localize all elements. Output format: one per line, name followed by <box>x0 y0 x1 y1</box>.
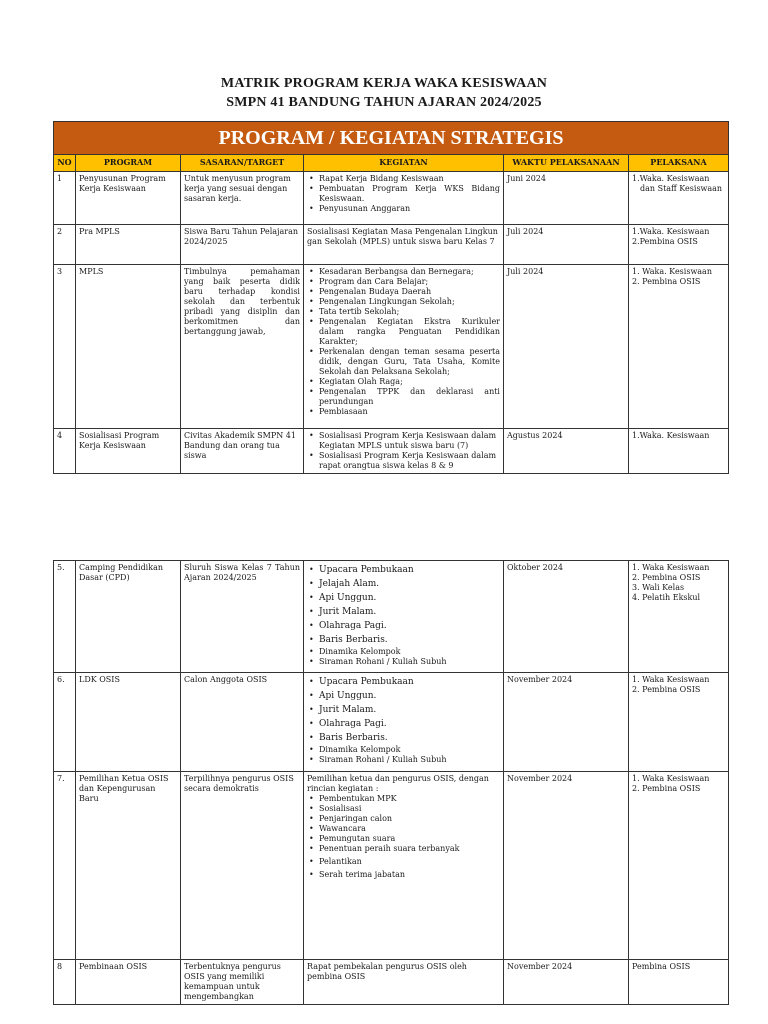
row-sasaran: Untuk menyusun program kerja yang sesuai dengan sasaran kerja. <box>181 172 304 225</box>
row-kegiatan <box>304 265 504 429</box>
list-item: • Pemungutan suara <box>317 834 500 844</box>
row-sasaran: Sluruh Siswa Kelas 7 Tahun Ajaran 2024/2025 <box>181 561 304 673</box>
row-pelaksana: 1.Waka. Kesiswaan <box>629 429 729 474</box>
list-item: • Baris Berbaris. <box>317 633 500 647</box>
row-no: 7. <box>54 772 76 960</box>
row-pelaksana <box>629 561 729 673</box>
row-program: LDK OSIS <box>76 673 181 772</box>
row-no: 4 <box>54 429 76 474</box>
row-waktu: Juli 2024 <box>504 225 629 265</box>
list-item: • Wawancara <box>317 824 500 834</box>
row-pelaksana <box>629 265 729 429</box>
table-row <box>54 265 729 429</box>
pelaksana-line: 3. Wali Kelas <box>632 583 685 592</box>
list-item: • Pelantikan <box>317 857 500 867</box>
row-program: Pembinaan OSIS <box>76 960 181 1005</box>
header-pelaksana: PELAKSANA <box>629 155 729 172</box>
header-kegiatan: KEGIATAN <box>304 155 504 172</box>
pelaksana-line: 1. Waka Kesiswaan <box>632 563 710 572</box>
row-pelaksana <box>629 172 729 225</box>
pelaksana-line: 2. Pembina OSIS <box>632 573 701 582</box>
list-item: • Jurit Malam. <box>317 605 500 619</box>
row-no: 8 <box>54 960 76 1005</box>
list-item: • Olahraga Pagi. <box>317 619 500 633</box>
program-table-continued <box>53 560 729 1005</box>
list-item: • Perkenalan dengan teman sesama peserta didik, dengan Guru, Tata Usaha, Komite Sekolah dan Pelaksana Sekolah; <box>317 347 500 377</box>
row-program: Penyusunan Program Kerja Kesiswaan <box>76 172 181 225</box>
table-row <box>54 561 729 673</box>
list-item: • Program dan Cara Belajar; <box>317 277 500 287</box>
row-pelaksana <box>629 772 729 960</box>
row-waktu: Agustus 2024 <box>504 429 629 474</box>
list-item: • Kesadaran Berbangsa dan Bernegara; <box>317 267 500 277</box>
header-no: NO <box>54 155 76 172</box>
row-program: Camping Pendidikan Dasar (CPD) <box>76 561 181 673</box>
list-item: • Pengenalan Kegiatan Ekstra Kurikuler dalam rangka Penguatan Pendidikan Karakter; <box>317 317 500 347</box>
list-item: • Pembentukan MPK <box>317 794 500 804</box>
row-sasaran: Calon Anggota OSIS <box>181 673 304 772</box>
row-kegiatan <box>304 772 504 960</box>
pelaksana-line: 1. Waka. Kesiswaan <box>632 267 712 276</box>
row-kegiatan: Rapat pembekalan pengurus OSIS oleh pembina OSIS <box>304 960 504 1005</box>
list-item: • Dinamika Kelompok <box>317 647 500 657</box>
table-row <box>54 172 729 225</box>
row-sasaran: Civitas Akademik SMPN 41 Bandung dan orang tua siswa <box>181 429 304 474</box>
table-row <box>54 429 729 474</box>
row-waktu: Juni 2024 <box>504 172 629 225</box>
row-waktu: November 2024 <box>504 772 629 960</box>
list-item: • Pengenalan Budaya Daerah <box>317 287 500 297</box>
list-item: • Olahraga Pagi. <box>317 717 500 731</box>
list-item: • Api Unggun. <box>317 591 500 605</box>
list-item: • Tata tertib Sekolah; <box>317 307 500 317</box>
row-program: MPLS <box>76 265 181 429</box>
list-item: • Sosialisasi Program Kerja Kesiswaan dalam rapat orangtua siswa kelas 8 & 9 <box>317 451 500 471</box>
pelaksana-line: 1.Waka. Kesiswaan <box>632 174 710 183</box>
document-title: MATRIK PROGRAM KERJA WAKA KESISWAAN <box>220 76 548 91</box>
list-item: • Pembiasaan <box>317 407 500 417</box>
row-sasaran: Terbentuknya pengurus OSIS yang memiliki kemampuan untuk mengembangkan <box>181 960 304 1005</box>
pelaksana-line: dan Staff Kesiswaan <box>640 184 723 193</box>
row-pelaksana: Pembina OSIS <box>629 960 729 1005</box>
row-kegiatan <box>304 673 504 772</box>
table-row <box>54 772 729 960</box>
list-item: • Pengenalan TPPK dan deklarasi anti perundungan <box>317 387 500 407</box>
row-no: 5. <box>54 561 76 673</box>
list-item: • Jelajah Alam. <box>317 577 500 591</box>
list-item: • Sosialisasi <box>317 804 500 814</box>
list-item: • Siraman Rohani / Kuliah Subuh <box>317 657 500 667</box>
row-program: Sosialisasi Program Kerja Kesiswaan <box>76 429 181 474</box>
row-no: 2 <box>54 225 76 265</box>
list-item: • Sosialisasi Program Kerja Kesiswaan dalam Kegiatan MPLS untuk siswa baru (7) <box>317 431 500 451</box>
document-subtitle: SMPN 41 BANDUNG TAHUN AJARAN 2024/2025 <box>226 95 542 110</box>
list-item: • Dinamika Kelompok <box>317 745 500 755</box>
list-item: • Pengenalan Lingkungan Sekolah; <box>317 297 500 307</box>
list-item: • Api Unggun. <box>317 689 500 703</box>
pelaksana-line: 1.Waka. Kesiswaan <box>632 227 710 236</box>
pelaksana-line: 2. Pembina OSIS <box>632 277 701 286</box>
list-item: • Penjaringan calon <box>317 814 500 824</box>
row-kegiatan <box>304 172 504 225</box>
list-item: • Penentuan peraih suara terbanyak <box>317 844 500 854</box>
pelaksana-line: 1. Waka Kesiswaan <box>632 774 710 783</box>
pelaksana-line: 1. Waka Kesiswaan <box>632 675 710 684</box>
row-sasaran: Siswa Baru Tahun Pelajaran 2024/2025 <box>181 225 304 265</box>
row-waktu: Oktober 2024 <box>504 561 629 673</box>
list-item: • Penyusunan Anggaran <box>317 204 500 214</box>
row-kegiatan <box>304 429 504 474</box>
row-waktu: November 2024 <box>504 673 629 772</box>
row-pelaksana <box>629 673 729 772</box>
row-program: Pemilihan Ketua OSIS dan Kepengurusan Baru <box>76 772 181 960</box>
list-item: • Siraman Rohani / Kuliah Subuh <box>317 755 500 765</box>
row-kegiatan: Sosialisasi Kegiatan Masa Pengenalan Lingkun gan Sekolah (MPLS) untuk siswa baru Kelas 7 <box>304 225 504 265</box>
row-sasaran: Terpilihnya pengurus OSIS secara demokratis <box>181 772 304 960</box>
list-item: • Upacara Pembukaan <box>317 675 500 689</box>
row-no: 1 <box>54 172 76 225</box>
row-sasaran: Timbulnya pemahaman yang baik peserta didik baru terhadap kondisi sekolah dan terbentuk pribadi yang disiplin dan berkomitmen dan bertanggung jawab, <box>181 265 304 429</box>
pelaksana-line: 2. Pembina OSIS <box>632 685 701 694</box>
row-waktu: November 2024 <box>504 960 629 1005</box>
list-item: • Pembuatan Program Kerja WKS Bidang Kesiswaan. <box>317 184 500 204</box>
list-item: • Upacara Pembukaan <box>317 563 500 577</box>
row-pelaksana <box>629 225 729 265</box>
table-header-row <box>54 155 729 172</box>
header-waktu: WAKTU PELAKSANAAN <box>504 155 629 172</box>
row-kegiatan <box>304 561 504 673</box>
header-program: PROGRAM <box>76 155 181 172</box>
pelaksana-line: 2.Pembina OSIS <box>632 237 698 246</box>
row-no: 3 <box>54 265 76 429</box>
table-row <box>54 960 729 1005</box>
table-row <box>54 673 729 772</box>
pelaksana-line: 2. Pembina OSIS <box>632 784 701 793</box>
kegiatan-intro: Pemilihan ketua dan pengurus OSIS, dengan rincian kegiatan : <box>307 774 489 793</box>
row-no: 6. <box>54 673 76 772</box>
program-table <box>53 121 729 474</box>
pelaksana-line: 4. Pelatih Ekskul <box>632 593 701 602</box>
row-program: Pra MPLS <box>76 225 181 265</box>
table-banner: PROGRAM / KEGIATAN STRATEGIS <box>54 122 729 155</box>
list-item: • Serah terima jabatan <box>317 870 500 880</box>
row-waktu: Juli 2024 <box>504 265 629 429</box>
list-item: • Jurit Malam. <box>317 703 500 717</box>
table-row <box>54 225 729 265</box>
list-item: • Baris Berbaris. <box>317 731 500 745</box>
list-item: • Rapat Kerja Bidang Kesiswaan <box>317 174 500 184</box>
list-item: • Kegiatan Olah Raga; <box>317 377 500 387</box>
header-sasaran: SASARAN/TARGET <box>181 155 304 172</box>
